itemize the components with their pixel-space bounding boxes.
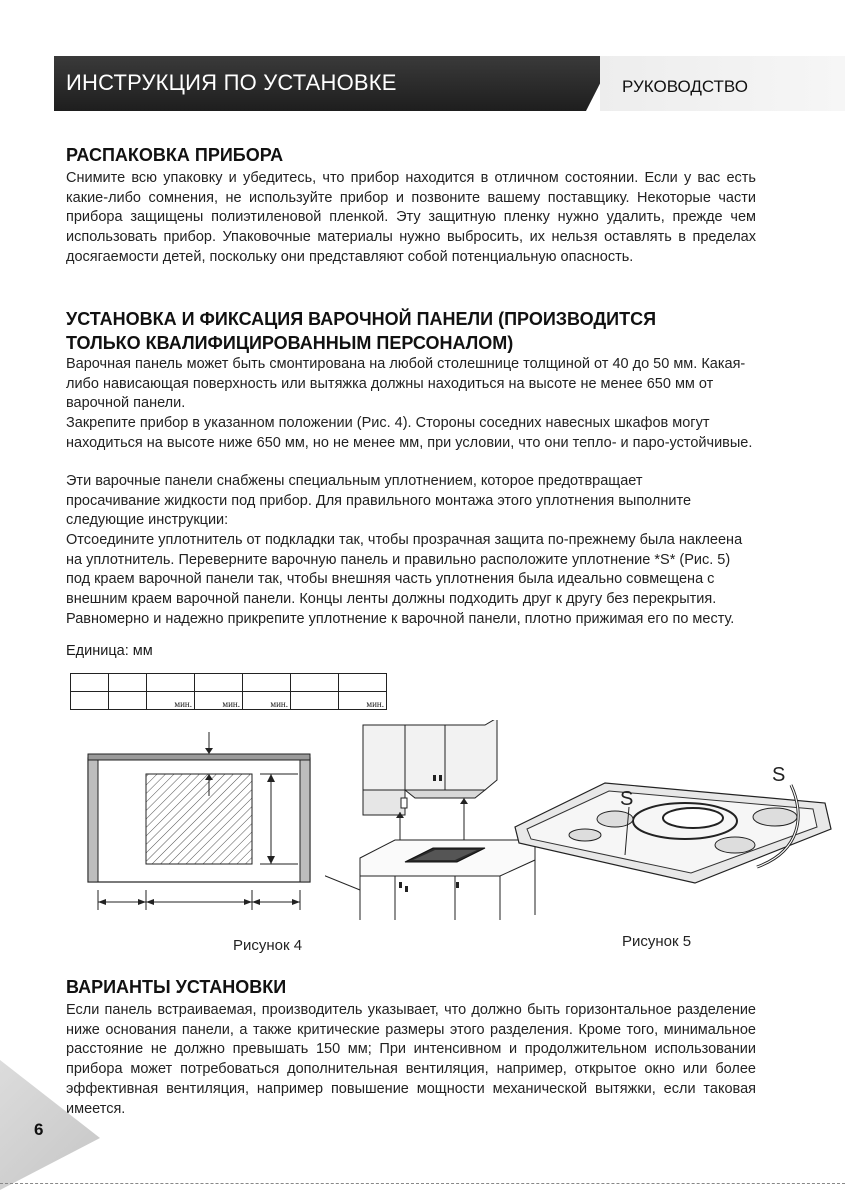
page-title: ИНСТРУКЦИЯ ПО УСТАНОВКЕ xyxy=(66,70,397,95)
table-cell xyxy=(291,674,339,692)
unit-label: Единица: мм xyxy=(66,643,153,659)
installation-heading-line2: ТОЛЬКО КВАЛИФИЦИРОВАННЫМ ПЕРСОНАЛОМ) xyxy=(66,333,514,353)
installation-paragraph-1: Варочная панель может быть смонтирована на любой столешнице толщиной от 40 до 50 мм. Какая-либо нависающая поверхность или вытяжка должны находиться на высоте не менее 650 мм от варочной панели. xyxy=(66,356,746,412)
variants-text: Если панель встраиваемая, производитель указывает, что должно быть горизонтальное разделение ниже основания панели, а также критические размеры этого разделения. Кроме того, минимальное расстояние не должно превышать 150 мм; При интенсивном и продолжительном использовании прибора может потребоваться дополнительная вентиляция, например, открытое окно или более эффективная вентиляция, например повышение мощности механической вытяжки, если таковая имеется. xyxy=(66,1002,756,1117)
seal-label: S xyxy=(620,788,634,810)
installation-paragraph-3: Эти варочные панели снабжены специальным уплотнением, которое предотвращает просачивание жидкости под прибор. Для правильного монтажа этого уплотнения выполните следующие инструкции: xyxy=(66,473,692,529)
unpacking-text: Снимите всю упаковку и убедитесь, что прибор находится в отличном состоянии. Если у вас есть какие-либо сомнения, не используйте прибор и позвоните вашему поставщику. Некоторые части прибора защищены полиэтиленовой пленкой. Эту защитную пленку нужно удалить, прежде чем использовать прибор. Упаковочные материалы нужно выбросить, их нельзя оставлять в пределах досягаемости детей, поскольку они представляют собой потенциальную опасность. xyxy=(66,170,756,265)
figure-4-plan-diagram xyxy=(80,732,320,912)
seal-label: S xyxy=(772,764,786,786)
unpacking-heading: РАСПАКОВКА ПРИБОРА xyxy=(66,145,284,165)
table-cell: мин. xyxy=(147,692,195,710)
installation-paragraph-4: Отсоедините уплотнитель от подкладки так, чтобы прозрачная защита по-прежнему была наклеена на уплотнитель. Переверните варочную панель и правильно расположите уплотнение *S* (Рис. 5) под краем варочной панели так, чтобы внешняя часть уплотнения была идеально совмещена с внешним краем варочной панели. Концы ленты должны подходить друг к другу без перекрытия. Равномерно и надежно прикрепите уплотнение к варочной панели, плотно прижимая его по месту. xyxy=(66,532,743,627)
footer-divider xyxy=(0,1183,845,1184)
table-cell xyxy=(109,674,147,692)
table-cell xyxy=(339,674,387,692)
header-tab-label: РУКОВОДСТВО xyxy=(622,77,748,96)
table-cell xyxy=(243,674,291,692)
table-cell: мин. xyxy=(243,692,291,710)
dimension-table xyxy=(70,673,387,710)
table-cell: мин. xyxy=(195,692,243,710)
table-cell xyxy=(109,692,147,710)
installation-heading-line1: УСТАНОВКА И ФИКСАЦИЯ ВАРОЧНОЙ ПАНЕЛИ (ПРОИЗВОДИТСЯ xyxy=(66,309,657,329)
table-cell xyxy=(291,692,339,710)
figure-5-caption: Рисунок 5 xyxy=(622,933,692,950)
installation-paragraph-2: Закрепите прибор в указанном положении (Рис. 4). Стороны соседних навесных шкафов могут находиться на высоте ниже 650 мм, но не менее мм, при условии, что они тепло- и паро-устойчивые. xyxy=(66,415,753,451)
table-row xyxy=(71,674,387,692)
table-cell xyxy=(71,674,109,692)
table-cell xyxy=(147,674,195,692)
table-cell xyxy=(195,674,243,692)
table-cell xyxy=(71,692,109,710)
figure-5-hob-seal-diagram xyxy=(505,755,840,895)
table-row xyxy=(71,692,387,710)
figure-4-caption: Рисунок 4 xyxy=(233,937,303,954)
variants-heading: ВАРИАНТЫ УСТАНОВКИ xyxy=(66,977,287,997)
table-cell: мин. xyxy=(339,692,387,710)
page-number: 6 xyxy=(34,1120,44,1139)
